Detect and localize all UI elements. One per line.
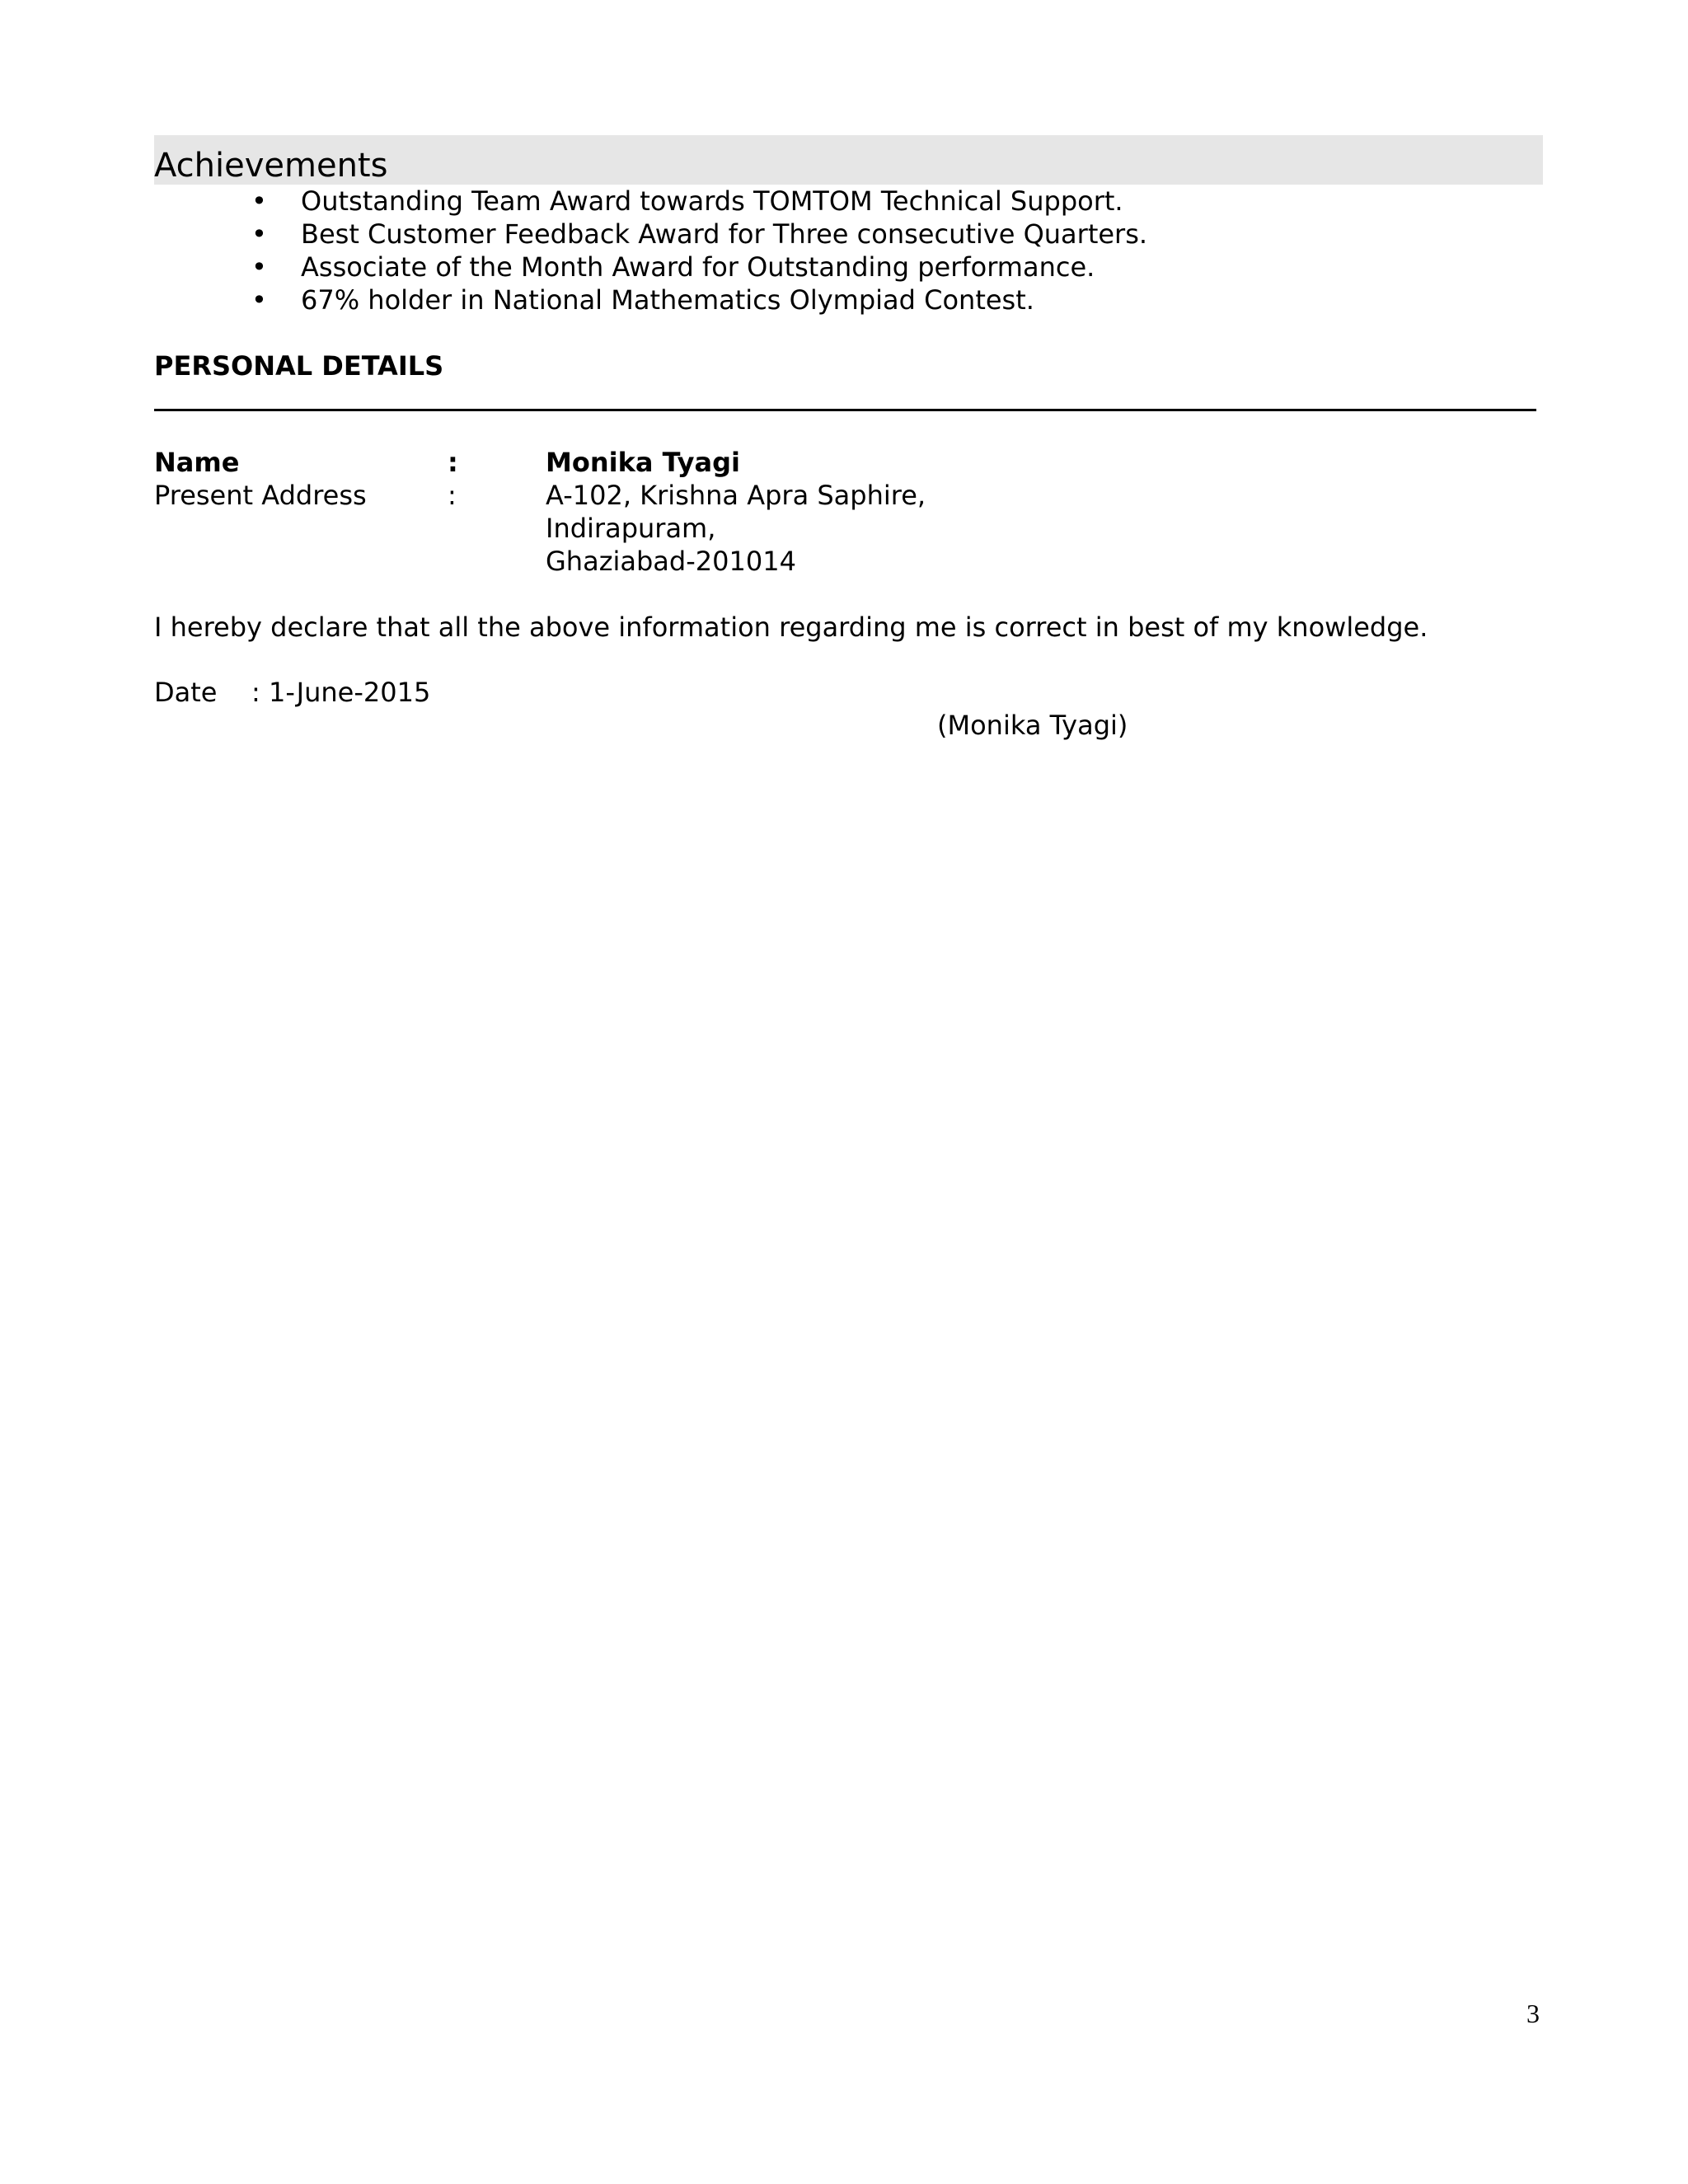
page-number: 3 <box>1526 1999 1540 2028</box>
name-value: Monika Tyagi <box>546 447 740 478</box>
declaration-text: I hereby declare that all the above information regarding me is correct in best of my knowledge. <box>154 612 1428 643</box>
achievements-title: Achievements <box>154 147 388 185</box>
name-label: Name <box>154 447 240 478</box>
bullet-icon: • <box>251 251 267 283</box>
address-label: Present Address <box>154 480 367 511</box>
bullet-icon: • <box>251 284 267 316</box>
date-value: : 1-June-2015 <box>251 677 431 708</box>
achievement-text: Best Customer Feedback Award for Three consecutive Quarters. <box>301 218 1148 250</box>
section-divider <box>154 409 1536 411</box>
address-line: A-102, Krishna Apra Saphire, <box>546 480 926 511</box>
address-colon: : <box>448 480 457 511</box>
address-line: Indirapuram, <box>546 513 716 544</box>
personal-details-heading: PERSONAL DETAILS <box>154 350 444 382</box>
achievement-text: Outstanding Team Award towards TOMTOM Technical Support. <box>301 185 1123 217</box>
achievement-text: 67% holder in National Mathematics Olympiad Contest. <box>301 284 1034 316</box>
bullet-icon: • <box>251 218 267 250</box>
achievement-text: Associate of the Month Award for Outstanding performance. <box>301 251 1095 283</box>
date-label: Date <box>154 677 218 708</box>
address-line: Ghaziabad-201014 <box>546 546 796 577</box>
signature-name: (Monika Tyagi) <box>937 710 1128 741</box>
name-colon: : <box>448 447 458 478</box>
bullet-icon: • <box>251 185 267 217</box>
